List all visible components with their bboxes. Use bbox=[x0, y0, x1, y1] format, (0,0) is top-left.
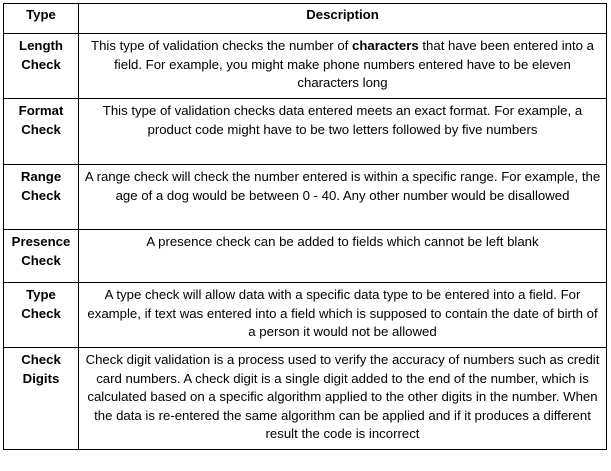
header-row bbox=[4, 4, 607, 34]
description-column-header: Description bbox=[79, 4, 607, 34]
type-name-line2: Check bbox=[21, 187, 61, 203]
type-cell bbox=[4, 34, 79, 99]
description-emphasis: characters bbox=[352, 38, 419, 53]
type-name-line2: Check bbox=[21, 252, 61, 268]
type-cell bbox=[4, 99, 79, 165]
description-text: This type of validation checks the number of bbox=[91, 38, 352, 53]
type-name-line2: Check bbox=[21, 121, 61, 137]
description-cell: A type check will allow data with a specific data type to be entered into a field. For example, if text was entered into a field which is supposed to contain the date of birth of a person it would not be allowed bbox=[79, 283, 607, 348]
type-name-line1: Check bbox=[21, 352, 61, 367]
type-column-header: Type bbox=[4, 4, 79, 34]
description-cell: A presence check can be added to fields which cannot be left blank bbox=[79, 230, 607, 283]
table-row bbox=[4, 348, 607, 450]
table-row bbox=[4, 283, 607, 348]
type-name-line2: Digits bbox=[22, 370, 60, 386]
validation-types-table bbox=[3, 3, 607, 450]
type-cell bbox=[4, 283, 79, 348]
description-cell: This type of validation checks data entered meets an exact format. For example, a product code might have to be two letters followed by five numbers bbox=[79, 99, 607, 165]
description-cell bbox=[79, 34, 607, 99]
type-name-line1: Presence bbox=[11, 234, 71, 249]
table-row bbox=[4, 34, 607, 99]
table-row bbox=[4, 230, 607, 283]
type-name-line2: Check bbox=[21, 305, 61, 321]
table-row bbox=[4, 99, 607, 165]
description-text: that have been entered into a field. For example, you might make phone numbers entered have to be eleven characters long bbox=[114, 38, 594, 90]
type-cell bbox=[4, 348, 79, 450]
description-cell: Check digit validation is a process used to verify the accuracy of numbers such as credit card numbers. A check digit is a single digit added to the end of the number, which is calculated based on a specific algorithm applied to the other digits in the number. When the data is re-entered the same algorithm can be applied and if it produces a different result the code is incorrect bbox=[79, 348, 607, 450]
type-name-line1: Range bbox=[20, 169, 62, 184]
type-name-line2: Check bbox=[21, 56, 61, 72]
type-name-line1: Format bbox=[18, 103, 64, 118]
table-row bbox=[4, 165, 607, 230]
type-name-line1: Length bbox=[19, 38, 63, 53]
description-cell: A range check will check the number entered is within a specific range. For example, the age of a dog would be between 0 - 40. Any other number would be disallowed bbox=[79, 165, 607, 230]
type-cell bbox=[4, 165, 79, 230]
type-cell bbox=[4, 230, 79, 283]
type-name-line1: Type bbox=[26, 287, 56, 302]
